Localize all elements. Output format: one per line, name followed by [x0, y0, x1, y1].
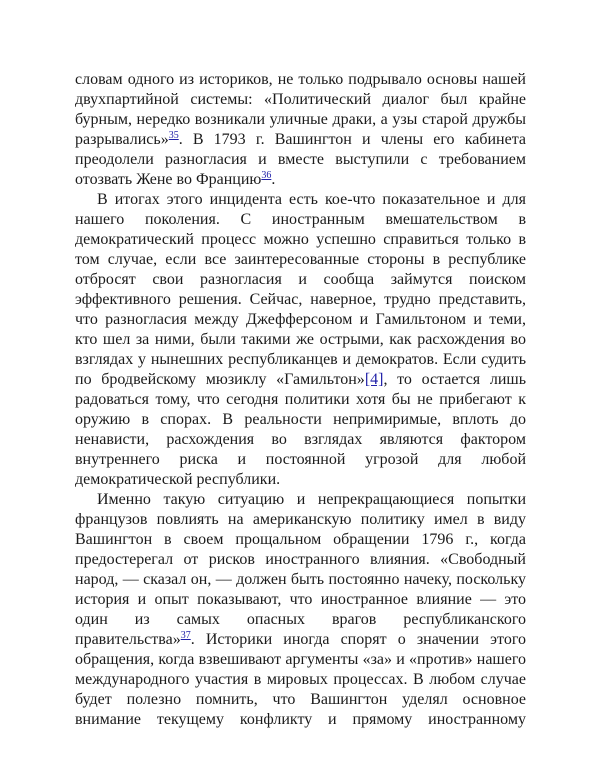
line-text: .	[271, 171, 276, 188]
line-text: разрывались»	[75, 131, 169, 148]
text-line	[75, 370, 526, 390]
line-text: словам одного из историков, не только подрывало основы нашей	[75, 71, 526, 88]
text-line	[75, 410, 526, 430]
line-text: , то остается лишь	[383, 371, 527, 388]
line-text: демократический процесс можно успешно справиться только в	[75, 231, 526, 248]
line-text: правительства»	[75, 631, 181, 648]
footnote-link[interactable]: [4]	[364, 371, 384, 388]
text-line	[75, 650, 526, 670]
text-line	[75, 490, 526, 510]
line-text: что разногласия между Джефферсоном и Гамильтоном и теми,	[75, 311, 526, 328]
footnote-link[interactable]: 35	[168, 130, 179, 141]
line-text: оружию в спорах. В реальности непримиримые, вплоть до	[75, 411, 526, 428]
document-page	[75, 70, 526, 730]
line-text: отозвать Жене во Францию	[75, 171, 262, 188]
text-line	[75, 690, 526, 710]
text-line	[75, 630, 526, 650]
text-line	[75, 70, 526, 90]
line-text: ненависти, расхождения во взглядах являются фактором	[75, 431, 526, 448]
line-text: преодолели разногласия и вместе выступили с требованием	[75, 151, 526, 168]
line-text: радоваться тому, что сегодня политики хотя бы не прибегают к	[75, 391, 526, 408]
line-text: В итогах этого инцидента есть кое-что показательное и для	[97, 191, 526, 208]
line-text: предостерегал от рисков иностранного влияния. «Свободный	[75, 551, 526, 568]
line-text: по бродвейскому мюзиклу «Гамильтон»	[75, 371, 365, 388]
text-line	[75, 210, 526, 230]
paragraph	[75, 190, 526, 490]
line-text: Вашингтон в своем прощальном обращении 1796 г., когда	[75, 531, 526, 548]
line-text: двухпартийной системы: «Политический диалог был крайне	[75, 91, 526, 108]
footnote-link[interactable]: 37	[180, 630, 191, 641]
text-line	[75, 230, 526, 250]
text-line	[75, 290, 526, 310]
text-line	[75, 90, 526, 110]
text-line	[75, 610, 526, 630]
line-text: французов повлиять на американскую политику имел в виду	[75, 511, 526, 528]
line-text: будет полезно помнить, что Вашингтон уделял основное	[75, 691, 526, 708]
text-line	[75, 130, 526, 150]
text-line	[75, 470, 526, 490]
line-text: эффективного решения. Сейчас, наверное, трудно представить,	[75, 291, 526, 308]
text-line	[75, 570, 526, 590]
text-line	[75, 510, 526, 530]
text-line	[75, 350, 526, 370]
line-text: внутреннего риска и постоянной угрозой для любой	[75, 451, 526, 468]
text-line	[75, 670, 526, 690]
text-line	[75, 450, 526, 470]
text-line	[75, 530, 526, 550]
line-text: том случае, если все заинтересованные стороны в республике	[75, 251, 526, 268]
text-line	[75, 150, 526, 170]
line-text: нашего поколения. С иностранным вмешательством в	[75, 211, 526, 228]
text-line	[75, 270, 526, 290]
line-text: бурным, нередко возникали уличные драки, а узы старой дружбы	[75, 111, 526, 128]
text-line	[75, 110, 526, 130]
line-text: история и опыт показывают, что иностранное влияние — это	[75, 591, 526, 608]
line-text: Именно такую ситуацию и непрекращающиеся попытки	[97, 491, 526, 508]
line-text: . В 1793 г. Вашингтон и члены его кабинета	[178, 131, 526, 148]
text-line	[75, 190, 526, 210]
text-line	[75, 590, 526, 610]
line-text: отбросят свои разногласия и сообща займутся поиском	[75, 271, 526, 288]
paragraph	[75, 490, 526, 730]
text-line	[75, 710, 526, 730]
line-text: демократической республики.	[75, 471, 281, 488]
text-line	[75, 550, 526, 570]
line-text: внимание текущему конфликту и прямому иностранному	[75, 711, 526, 728]
line-text: один из самых опасных врагов республиканского	[75, 611, 526, 628]
line-text: народ, — сказал он, — должен быть постоянно начеку, поскольку	[75, 571, 526, 588]
text-line	[75, 390, 526, 410]
line-text: . Историки иногда спорят о значении этого	[190, 631, 526, 648]
line-text: взглядах у нынешних республиканцев и демократов. Если судить	[75, 351, 526, 368]
text-line	[75, 170, 526, 190]
line-text: кто шел за ними, были такими же острыми, как расхождения во	[75, 331, 526, 348]
line-text: обращения, когда взвешивают аргументы «за» и «против» нашего	[75, 651, 526, 668]
text-line	[75, 250, 526, 270]
footnote-link[interactable]: 36	[261, 170, 272, 181]
paragraph	[75, 70, 526, 190]
text-line	[75, 330, 526, 350]
text-line	[75, 310, 526, 330]
line-text: международного участия в мировых процессах. В любом случае	[75, 671, 526, 688]
text-line	[75, 430, 526, 450]
